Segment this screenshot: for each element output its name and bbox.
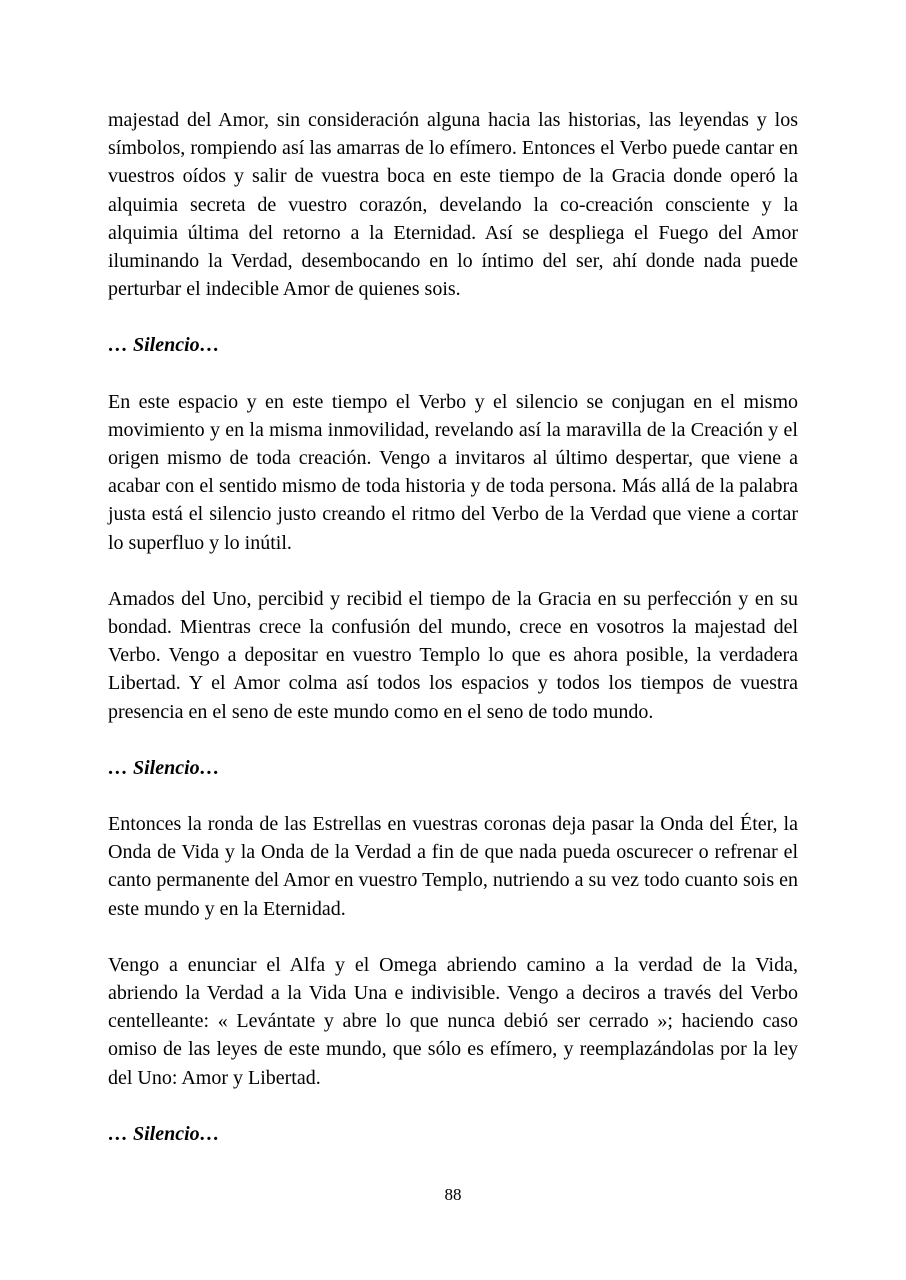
silence-marker-1: … Silencio… — [108, 334, 220, 357]
silence-marker-3: … Silencio… — [108, 1122, 220, 1145]
paragraph-3: Amados del Uno, percibid y recibid el tiempo de la Gracia en su perfección y en su bondad. Mientras crece la confusión del mundo, crece en vosotros la majestad del Verbo. Vengo a depositar en vuestro Templo lo que es ahora posible, la verdadera Libertad. Y el Amor colma así todos los espacios y todos los tiempos de vuestra presencia en el seno de este mundo como en el seno de todo mundo. — [108, 587, 798, 723]
page-number: 88 — [444, 1185, 462, 1204]
silence-marker-2: … Silencio… — [108, 756, 220, 779]
paragraph-5: Vengo a enunciar el Alfa y el Omega abriendo camino a la verdad de la Vida, abriendo la Verdad a la Vida Una e indivisible. Vengo a deciros a través del Verbo centelleante: « Levántate y abre lo que nunca debió ser cerrado »; haciendo caso omiso de las leyes de este mundo, que sólo es efímero, y reemplazándolas por la ley del Uno: Amor y Libertad. — [108, 953, 798, 1089]
paragraph-2: En este espacio y en este tiempo el Verbo y el silencio se conjugan en el mismo movimiento y en la misma inmovilidad, revelando así la maravilla de la Creación y el origen mismo de toda creación. Vengo a invitaros al último despertar, que viene a acabar con el sentido mismo de toda historia y de toda persona. Más allá de la palabra justa está el silencio justo creando el ritmo del Verbo de la Verdad que viene a cortar lo superfluo y lo inútil. — [108, 390, 798, 554]
paragraph-1: majestad del Amor, sin consideración alguna hacia las historias, las leyendas y los símbolos, rompiendo así las amarras de lo efímero. Entonces el Verbo puede cantar en vuestros oídos y salir de vuestra boca en este tiempo de la Gracia donde operó la alquimia secreta de vuestro corazón, develando la co-creación consciente y la alquimia última del retorno a la Eternidad. Así se despliega el Fuego del Amor iluminando la Verdad, desembocando en lo íntimo del ser, ahí donde nada puede perturbar el indecible Amor de quienes sois. — [108, 109, 798, 301]
page-body — [108, 106, 798, 1148]
paragraph-4: Entonces la ronda de las Estrellas en vuestras coronas deja pasar la Onda del Éter, la Onda de Vida y la Onda de la Verdad a fin de que nada pueda oscurecer o refrenar el canto permanente del Amor en vuestro Templo, nutriendo a su vez todo cuanto sois en este mundo y en la Eternidad. — [108, 813, 798, 920]
